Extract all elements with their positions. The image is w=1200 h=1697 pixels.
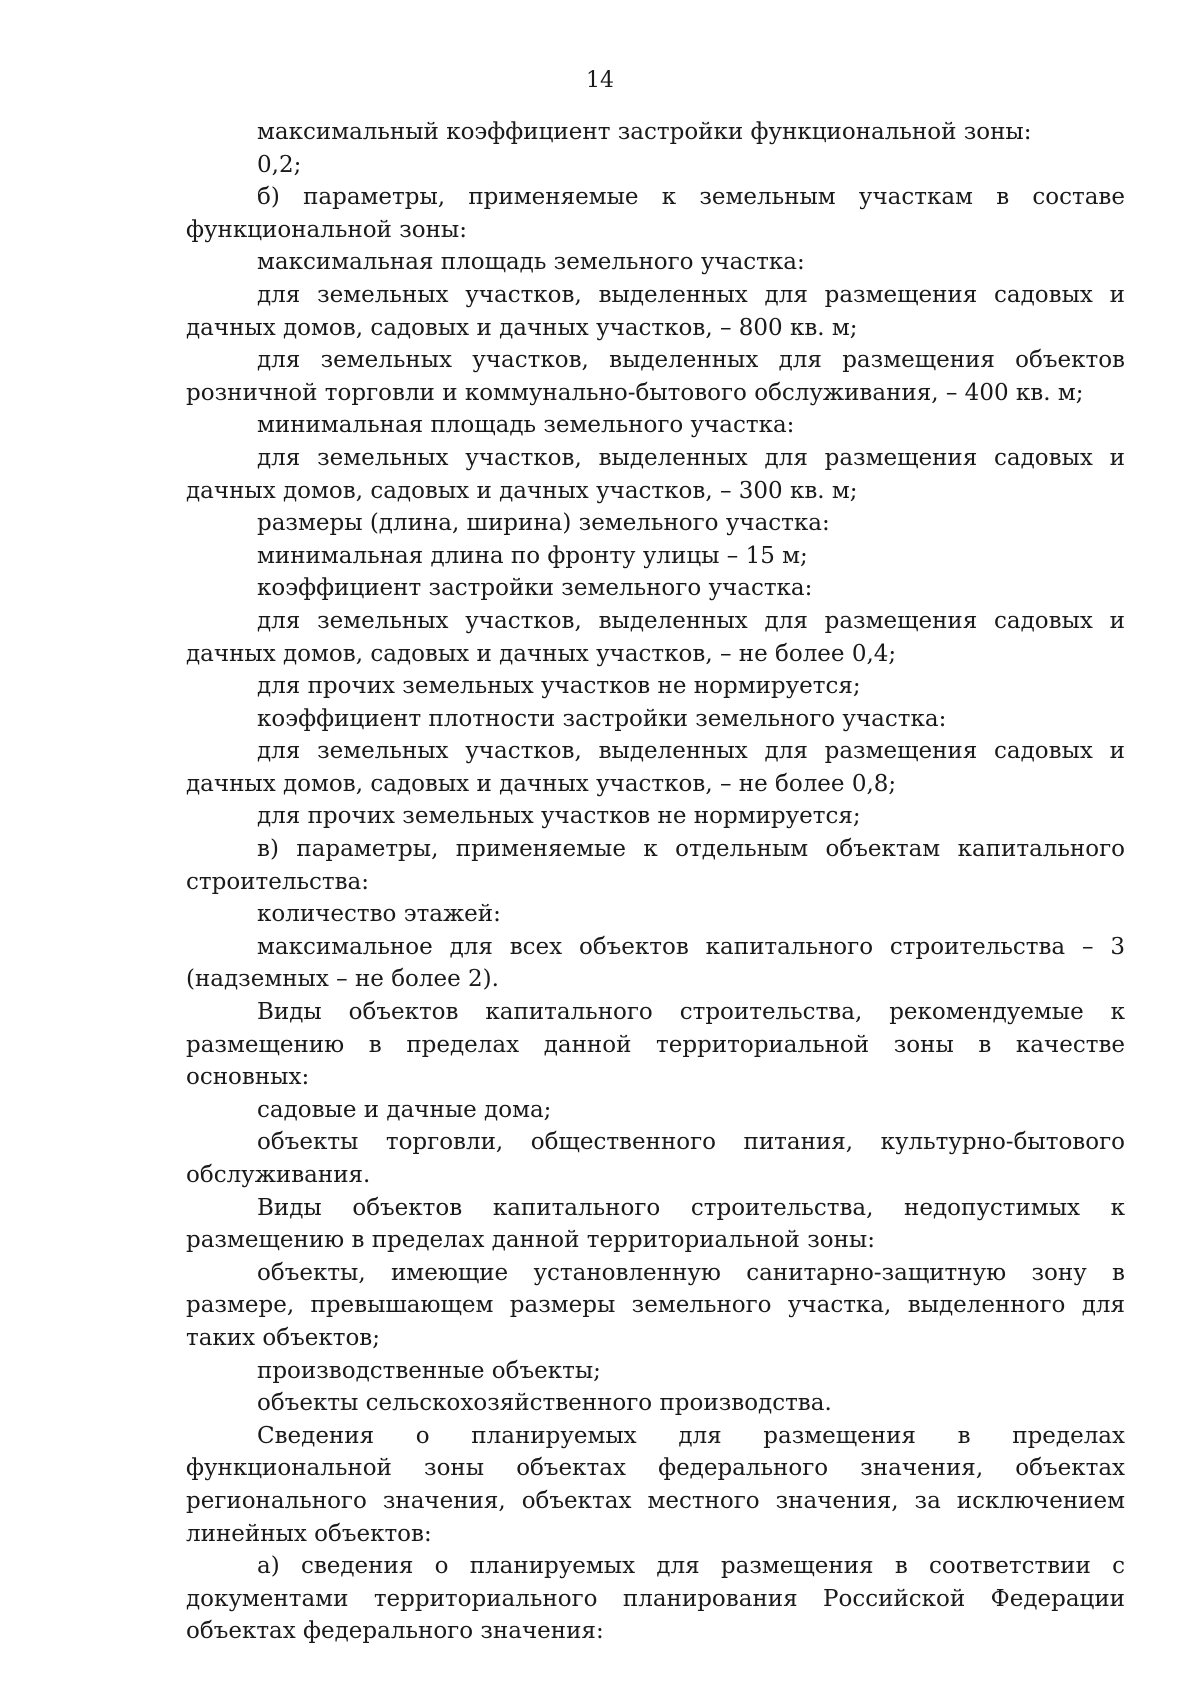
page-number: 14	[586, 68, 614, 93]
paragraph: для земельных участков, выделенных для размещения садовых и дачных домов, садовых и дачных участков, – 300 кв. м;	[186, 444, 1125, 504]
paragraph: для земельных участков, выделенных для размещения садовых и дачных домов, садовых и дачных участков, – 800 кв. м;	[186, 281, 1125, 341]
paragraph: объекты, имеющие установленную санитарно-защитную зону в размере, превышающем размеры земельного участка, выделенного для таких объектов;	[186, 1259, 1125, 1351]
paragraph: для земельных участков, выделенных для размещения объектов розничной торговли и коммунально-бытового обслуживания, – 400 кв. м;	[186, 347, 1125, 406]
paragraph: размеры (длина, ширина) земельного участка:	[257, 510, 830, 537]
paragraph: максимальное для всех объектов капитального строительства – 3 (надземных – не более 2).	[186, 933, 1125, 993]
paragraph: минимальная площадь земельного участка:	[257, 412, 795, 439]
paragraph: объекты торговли, общественного питания, культурно-бытового обслуживания.	[186, 1129, 1125, 1188]
paragraph: максимальная площадь земельного участка:	[257, 249, 805, 276]
paragraph: а) сведения о планируемых для размещения в соответствии с документами территориального планирования Российской Федерации объектах федерального значения:	[186, 1553, 1125, 1645]
paragraph: количество этажей:	[257, 901, 501, 928]
paragraph: для земельных участков, выделенных для размещения садовых и дачных домов, садовых и дачных участков, – не более 0,8;	[186, 738, 1125, 797]
paragraph: 0,2;	[257, 151, 302, 178]
paragraph: Виды объектов капитального строительства, недопустимых к размещению в пределах данной территориальной зоны:	[186, 1194, 1125, 1254]
paragraph: в) параметры, применяемые к отдельным объектам капитального строительства:	[186, 836, 1125, 895]
paragraph: для прочих земельных участков не нормируется;	[257, 803, 861, 830]
paragraph: б) параметры, применяемые к земельным участкам в составе функциональной зоны:	[186, 184, 1125, 243]
paragraph: объекты сельскохозяйственного производства.	[257, 1390, 832, 1417]
paragraph: садовые и дачные дома;	[257, 1096, 552, 1123]
paragraph: максимальный коэффициент застройки функциональной зоны:	[257, 119, 1032, 145]
paragraph: коэффициент застройки земельного участка:	[257, 575, 813, 602]
paragraph: для земельных участков, выделенных для размещения садовых и дачных домов, садовых и дачных участков, – не более 0,4;	[186, 607, 1125, 667]
paragraph: коэффициент плотности застройки земельного участка:	[257, 705, 947, 732]
paragraph: для прочих земельных участков не нормируется;	[257, 673, 861, 700]
document-body	[186, 116, 1125, 1648]
paragraph: производственные объекты;	[257, 1357, 601, 1384]
paragraph: минимальная длина по фронту улицы – 15 м;	[257, 542, 808, 569]
paragraph: Сведения о планируемых для размещения в пределах функциональной зоны объектах федерального значения, объектах регионального значения, объектах местного значения, за исключением линейных объектов:	[186, 1422, 1125, 1547]
paragraph: Виды объектов капитального строительства, рекомендуемые к размещению в пределах данной территориальной зоны в качестве основных:	[186, 999, 1125, 1091]
